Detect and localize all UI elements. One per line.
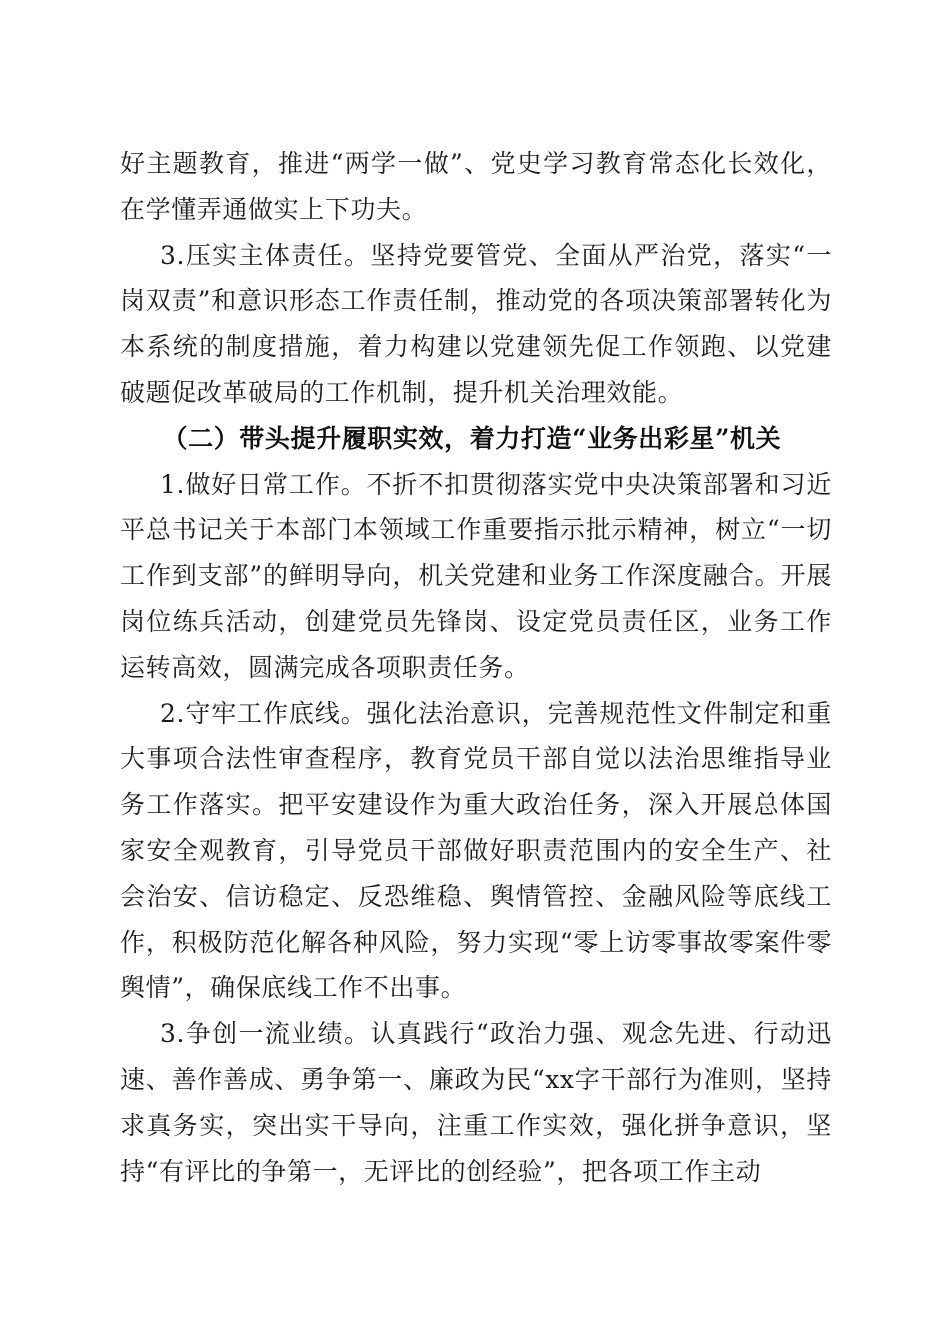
paragraph-item-2-bottom-line: 2.守牢工作底线。强化法治意识，完善规范性文件制定和重大事项合法性审查程序，教育党员干部自觉以法治思维指导业务工作落实。把平安建设作为重大政治任务，深入开展总体国家安全观教育，引导党员干部做好职责范围内的安全生产、社会治安、信访稳定、反恐维稳、舆情管控、金融风险等底线工作，积极防范化解各种风险，努力实现“零上访零事故零案件零舆情”，确保底线工作不出事。 bbox=[120, 698, 832, 1003]
paragraph-item-3-performance: 3.争创一流业绩。认真践行“政治力强、观念先进、行动迅速、善作善成、勇争第一、廉政为民“xx字干部行为准则，坚持求真务实，突出实干导向，注重工作实效，强化拼争意识，坚持“有评比的争第一，无评比的创经验”，把各项工作主动 bbox=[120, 1019, 832, 1186]
paragraph-item-1-daily-work: 1.做好日常工作。不折不扣贯彻落实党中央决策部署和习近平总书记关于本部门本领域工作重要指示批示精神，树立“一切工作到支部”的鲜明导向，机关党建和业务工作深度融合。开展岗位练兵活动，创建党员先锋岗、设定党员责任区，业务工作运转高效，圆满完成各项职责任务。 bbox=[120, 469, 832, 682]
section-heading-2: （二）带头提升履职实效，着力打造“业务出彩星”机关 bbox=[162, 423, 782, 453]
paragraph-item-3-responsibility: 3.压实主体责任。坚持党要管党、全面从严治党，落实“一岗双责”和意识形态工作责任制，推动党的各项决策部署转化为本系统的制度措施，着力构建以党建领先促工作领跑、以党建破题促改革破局的工作机制，提升机关治理效能。 bbox=[120, 240, 832, 407]
document-body bbox=[120, 141, 832, 1194]
paragraph-continuation: 好主题教育，推进“两学一做”、党史学习教育常态化长效化，在学懂弄通做实上下功夫。 bbox=[120, 149, 832, 224]
